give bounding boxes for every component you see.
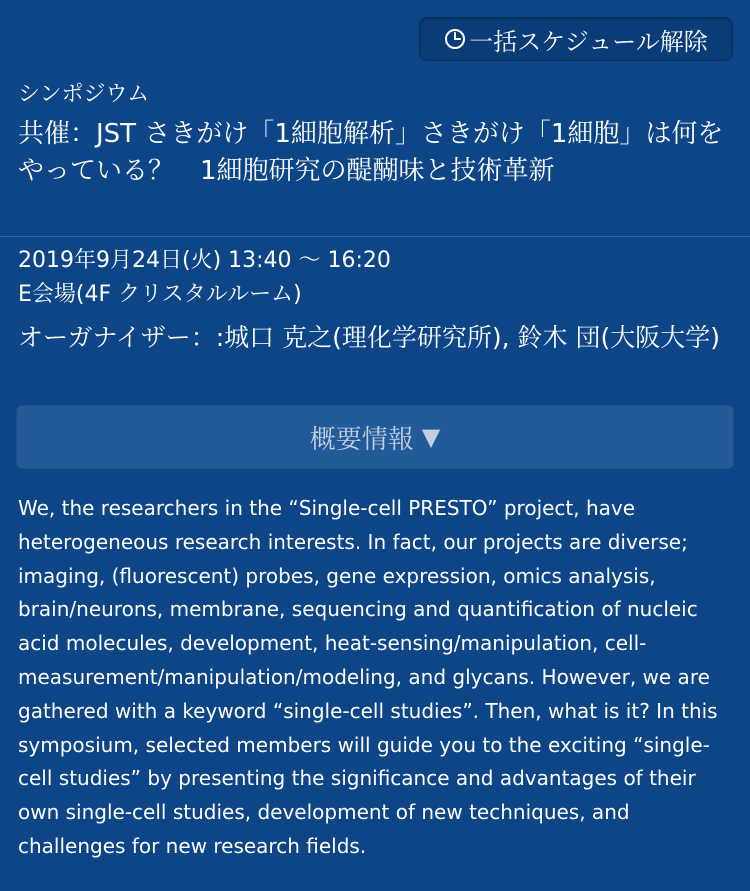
abstract-text: We, the researchers in the “Single-cell PRESTO” project, have heterogeneous research interests. In fact, our projects are diverse; imaging, (fluorescent) probes, gene expression, omics analysis, brain/neurons, membrane, sequencing and quantification of nucleic acid molecules, development, heat-sensing/manipulation, cell-measurement/manipulation/modeling, and glycans. However, we are gathered with a keyword “single-cell studies”. Then, what is it? In this symposium, selected members will guide you to the exciting “single-cell studies” by presenting the significance and advantages of their own single-cell studies, development of new techniques, and challenges for new research fields. bbox=[18, 496, 718, 858]
top-bar bbox=[0, 0, 750, 74]
divider bbox=[0, 236, 750, 237]
abstract-toggle-button[interactable] bbox=[16, 405, 734, 469]
session-venue: E会場(4F クリスタルルーム) bbox=[18, 282, 302, 307]
clock-icon bbox=[444, 28, 466, 50]
session-category: シンポジウム bbox=[18, 82, 150, 107]
triangle-down-icon: ▼ bbox=[421, 423, 441, 451]
unschedule-all-label: 一括スケジュール解除 bbox=[469, 27, 708, 56]
session-datetime: 2019年9月24日(火) 13:40 〜 16:20 bbox=[18, 248, 391, 273]
session-title: 共催：JST さきがけ「1細胞解析」さきがけ「1細胞」は何をやっている？ 1細胞研究の醍醐味と技術革新 bbox=[18, 119, 724, 186]
session-organizer: オーガナイザー：:城口 克之(理化学研究所), 鈴木 団(大阪大学) bbox=[18, 323, 720, 352]
abstract-toggle-label: 概要情報 bbox=[309, 424, 414, 455]
unschedule-all-button[interactable] bbox=[419, 17, 733, 61]
